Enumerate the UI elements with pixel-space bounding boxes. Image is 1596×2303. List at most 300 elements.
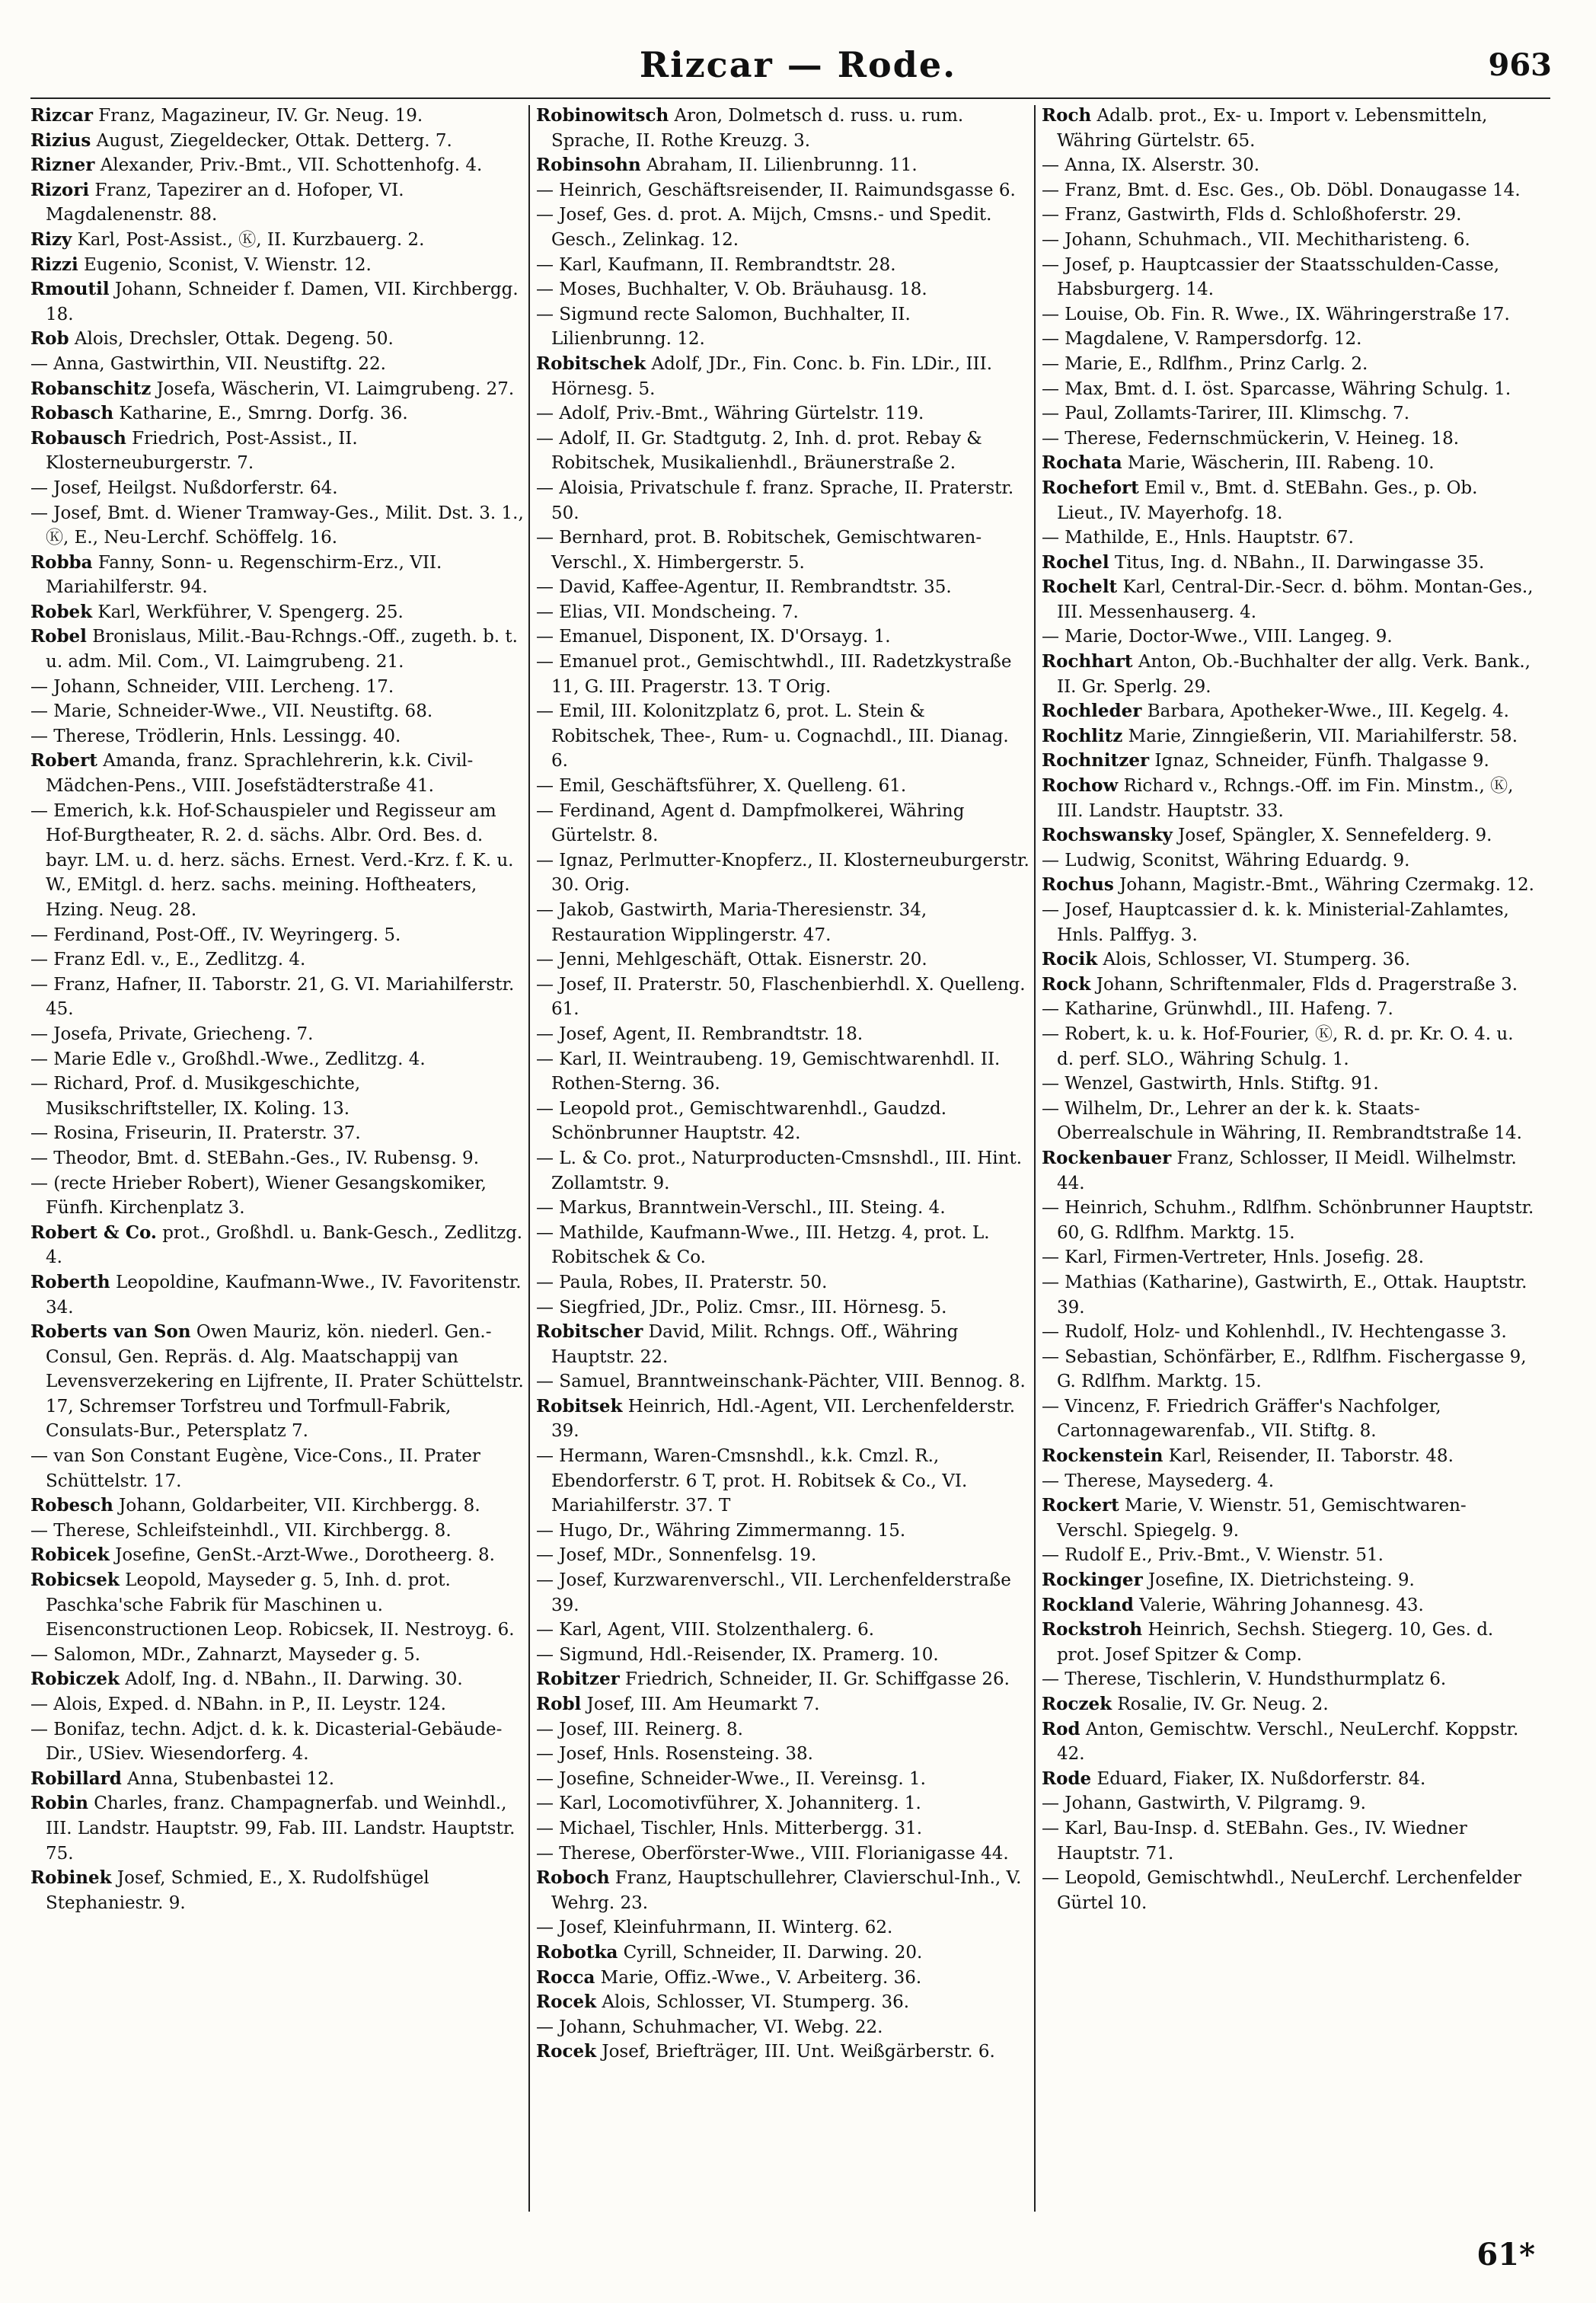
entry-text: Johann, Schneider f. Damen, VII. Kirchbergg. 18. <box>46 279 519 324</box>
entry-text: Anna, Stubenbastei 12. <box>121 1768 335 1789</box>
entry-surname: Rockert <box>1042 1495 1119 1516</box>
entry-surname: Rochow <box>1042 775 1119 797</box>
entry-surname: Roch <box>1042 105 1092 126</box>
entry-text: — Josef, Hauptcassier d. k. k. Ministerial-Zahlamtes, Hnls. Palffyg. 3. <box>1042 900 1509 945</box>
entry-text: — Josef, Agent, II. Rembrandtstr. 18. <box>536 1024 863 1044</box>
entry-text: Leopoldine, Kaufmann-Wwe., IV. Favoritenstr. 34. <box>46 1272 522 1318</box>
entry-text: — Mathias (Katharine), Gastwirth, E., Ottak. Hauptstr. 39. <box>1042 1272 1527 1318</box>
entry-surname: Rmoutil <box>30 279 110 300</box>
entry-text: Karl, Central-Dir.-Secr. d. böhm. Montan-Ges., III. Messenhauserg. 4. <box>1057 577 1534 622</box>
entry-text: Josefa, Wäscherin, VI. Laimgrubeng. 27. <box>151 379 515 399</box>
entry-text: Marie, Offiz.-Wwe., V. Arbeiterg. 36. <box>595 1967 922 1988</box>
directory-entry <box>1042 1543 1535 1568</box>
directory-entry <box>30 178 524 228</box>
directory-entry <box>536 1966 1029 1991</box>
entry-text: prot., Großhdl. u. Bank-Gesch., Zedlitzg. 4. <box>46 1222 523 1268</box>
directory-entry <box>30 1072 524 1121</box>
entry-surname: Rockenbauer <box>1042 1147 1172 1168</box>
column-divider <box>528 105 530 2212</box>
directory-entry <box>30 352 524 377</box>
directory-entry <box>536 1270 1029 1295</box>
entry-text: — Franz, Gastwirth, Flds d. Schloßhoferstr. 29. <box>1042 205 1462 225</box>
entry-surname: Robitsek <box>536 1395 623 1417</box>
directory-entry <box>30 551 524 600</box>
entry-text: — Anna, IX. Alserstr. 30. <box>1042 155 1260 176</box>
directory-entry <box>1042 1394 1535 1444</box>
directory-entry <box>1042 178 1535 203</box>
entry-surname: Rizner <box>30 155 95 176</box>
directory-entry <box>30 401 524 426</box>
directory-entry <box>30 973 524 1022</box>
directory-entry <box>1042 774 1535 823</box>
header-rule <box>30 97 1550 99</box>
page-title: Rizcar — Rode. <box>639 44 957 85</box>
directory-entry <box>30 923 524 948</box>
directory-entry <box>1042 1667 1535 1692</box>
entry-text: Bronislaus, Milit.-Bau-Rchngs.-Off., zugeth. b. t. u. adm. Mil. Com., VI. Laimgrubeng. 21. <box>46 627 518 672</box>
entry-text: Johann, Goldarbeiter, VII. Kirchbergg. 8. <box>113 1496 480 1516</box>
entry-text: — Therese, Trödlerin, Hnls. Lessingg. 40. <box>30 726 401 746</box>
entry-text: Josef, Spängler, X. Sennefelderg. 9. <box>1172 826 1492 846</box>
entry-text: Heinrich, Hdl.-Agent, VII. Lerchenfelderstr. 39. <box>551 1396 1016 1442</box>
entry-text: Richard v., Rchngs.-Off. im Fin. Minstm., Ⓚ, III. Landstr. Hauptstr. 33. <box>1057 776 1514 821</box>
entry-text: — Marie Edle v., Großhdl.-Wwe., Zedlitzg. 4. <box>30 1049 426 1069</box>
entry-text: Anton, Gemischtw. Verschl., NeuLerchf. Koppstr. 42. <box>1057 1719 1519 1765</box>
entry-text: — Sigmund, Hdl.-Reisender, IX. Pramerg. 10. <box>536 1644 939 1665</box>
directory-entry <box>536 1767 1029 1792</box>
directory-entry <box>536 1519 1029 1544</box>
entry-surname: Rizius <box>30 129 91 151</box>
entry-text: — Anna, Gastwirthin, VII. Neustiftg. 22. <box>30 353 386 374</box>
entry-text: — Josef, Hnls. Rosensteing. 38. <box>536 1744 813 1765</box>
directory-entry <box>30 501 524 551</box>
directory-entry <box>1042 1767 1535 1792</box>
directory-entry <box>30 947 524 973</box>
entry-text: Adalb. prot., Ex- u. Import v. Lebensmitteln, Währing Gürtelstr. 65. <box>1057 106 1488 151</box>
entry-surname: Robausch <box>30 427 126 449</box>
directory-entry <box>30 1717 524 1767</box>
directory-entry <box>30 1866 524 1915</box>
entry-text: Adolf, JDr., Fin. Conc. b. Fin. LDir., III. Hörnesg. 5. <box>551 353 993 399</box>
entry-text: — Johann, Schneider, VIII. Lercheng. 17. <box>30 676 394 697</box>
entry-text: Alexander, Priv.-Bmt., VII. Schottenhofg. 4. <box>94 155 483 176</box>
entry-text: — Karl, Kaufmann, II. Rembrandtstr. 28. <box>536 254 896 275</box>
directory-entry <box>536 1791 1029 1816</box>
directory-entry <box>1042 426 1535 452</box>
entry-text: Friedrich, Post-Assist., II. Klosterneuburgerstr. 7. <box>46 428 358 474</box>
entry-text: David, Milit. Rchngs. Off., Währing Hauptstr. 22. <box>551 1322 959 1367</box>
entry-text: Alois, Schlosser, VI. Stumperg. 36. <box>596 1992 910 2013</box>
directory-entry <box>536 203 1029 252</box>
entry-surname: Rochus <box>1042 874 1114 896</box>
directory-entry <box>536 1295 1029 1321</box>
entry-text: Alois, Schlosser, VI. Stumperg. 36. <box>1097 950 1411 970</box>
entry-text: Eugenio, Sconist, V. Wienstr. 12. <box>78 254 372 275</box>
directory-entry <box>30 153 524 178</box>
entry-text: — Therese, Schleifsteinhdl., VII. Kirchbergg. 8. <box>30 1520 452 1541</box>
entry-text: Charles, franz. Champagnerfab. und Weinhdl., III. Landstr. Hauptstr. 99, Fab. III. Landstr. Hauptstr. 75. <box>46 1794 516 1864</box>
entry-surname: Roczek <box>1042 1694 1112 1714</box>
directory-entry <box>30 476 524 501</box>
entry-text: Adolf, Ing. d. NBahn., II. Darwing. 30. <box>119 1669 463 1690</box>
directory-entry <box>1042 624 1535 650</box>
entry-text: — Josef, MDr., Sonnenfelsg. 19. <box>536 1545 817 1566</box>
directory-entry <box>1042 724 1535 749</box>
entry-text: Karl, Reisender, II. Taborstr. 48. <box>1163 1446 1454 1467</box>
entry-text: Amanda, franz. Sprachlehrerin, k.k. Civil-Mädchen-Pens., VIII. Josefstädterstraße 41. <box>46 751 474 797</box>
entry-text: — David, Kaffee-Agentur, II. Rembrandtstr. 35. <box>536 577 952 598</box>
entry-text: — Samuel, Branntweinschank-Pächter, VIII. Bennog. 8. <box>536 1372 1026 1392</box>
directory-entry <box>30 1643 524 1668</box>
entry-text: Katharine, E., Smrng. Dorfg. 36. <box>113 404 408 424</box>
entry-surname: Robitzer <box>536 1669 620 1690</box>
directory-entry <box>536 1543 1029 1568</box>
entry-text: August, Ziegeldecker, Ottak. Detterg. 7. <box>91 130 452 151</box>
entry-text: — Theodor, Bmt. d. StEBahn.-Ges., IV. Rubensg. 9. <box>30 1148 480 1168</box>
entry-text: — Sigmund recte Salomon, Buchhalter, II. Lilienbrunng. 12. <box>536 304 911 350</box>
entry-surname: Rockstroh <box>1042 1619 1143 1640</box>
entry-text: Josef, Briefträger, III. Unt. Weißgärberstr. 6. <box>596 2042 995 2062</box>
entry-text: — Therese, Maysederg. 4. <box>1042 1471 1275 1491</box>
column-3 <box>1042 104 1535 2206</box>
directory-entry <box>536 575 1029 600</box>
directory-entry <box>536 973 1029 1022</box>
entry-text: — Franz Edl. v., E., Zedlitzg. 4. <box>30 950 306 970</box>
directory-entry <box>536 476 1029 525</box>
directory-entry <box>1042 1618 1535 1667</box>
directory-entry <box>30 1320 524 1444</box>
directory-entry <box>1042 476 1535 525</box>
entry-surname: Rizcar <box>30 105 93 126</box>
entry-surname: Robitscher <box>536 1321 643 1343</box>
entry-surname: Rochelt <box>1042 577 1118 598</box>
directory-entry <box>1042 575 1535 624</box>
entry-text: Eduard, Fiaker, IX. Nußdorferstr. 84. <box>1091 1768 1426 1789</box>
directory-entry <box>536 401 1029 426</box>
directory-entry <box>30 129 524 154</box>
directory-entry <box>536 1667 1029 1692</box>
entry-surname: Robasch <box>30 403 114 424</box>
entry-surname: Robin <box>30 1793 88 1814</box>
column-2 <box>536 104 1029 2206</box>
entry-text: — Emil, III. Kolonitzplatz 6, prot. L. Stein & Robitschek, Thee-, Rum- u. Cognachdl., III. Dianag. 6. <box>536 701 1009 771</box>
entry-surname: Robert & Co. <box>30 1222 157 1243</box>
column-divider <box>1034 105 1036 2212</box>
entry-text: — Moses, Buchhalter, V. Ob. Bräuhausg. 18. <box>536 279 927 300</box>
entry-text: — Louise, Ob. Fin. R. Wwe., IX. Währingerstraße 17. <box>1042 304 1510 324</box>
directory-entry <box>1042 1345 1535 1394</box>
directory-entry <box>536 1097 1029 1146</box>
entry-text: Franz, Hauptschullehrer, Clavierschul-Inh., V. Wehrg. 23. <box>551 1868 1022 1913</box>
entry-text: — Josef, Heilgst. Nußdorferstr. 64. <box>30 478 338 498</box>
entry-text: Franz, Magazineur, IV. Gr. Neug. 19. <box>92 106 423 126</box>
directory-entry <box>1042 1493 1535 1543</box>
entry-text: Karl, Post-Assist., Ⓚ, II. Kurzbauerg. 2. <box>72 229 425 250</box>
directory-entry <box>1042 104 1535 153</box>
directory-entry <box>536 253 1029 278</box>
directory-entry <box>30 253 524 278</box>
entry-text: — Markus, Branntwein-Verschl., III. Steing. 4. <box>536 1198 946 1219</box>
directory-entry <box>536 525 1029 575</box>
directory-entry <box>1042 1866 1535 1915</box>
entry-text: — Leopold, Gemischtwhdl., NeuLerchf. Lerchenfelder Gürtel 10. <box>1042 1868 1521 1913</box>
entry-text: Rosalie, IV. Gr. Neug. 2. <box>1112 1695 1329 1714</box>
entry-surname: Roberth <box>30 1271 110 1292</box>
entry-text: Emil v., Bmt. d. StEBahn. Ges., p. Ob. Lieut., IV. Mayerhofg. 18. <box>1057 478 1478 523</box>
entry-surname: Robel <box>30 626 87 647</box>
entry-text: — Emanuel, Disponent, IX. D'Orsayg. 1. <box>536 627 891 647</box>
entry-text: Franz, Schlosser, II Meidl. Wilhelmstr. 44. <box>1057 1148 1517 1193</box>
entry-text: Josefine, IX. Dietrichsteing. 9. <box>1142 1570 1415 1591</box>
directory-entry <box>30 1692 524 1717</box>
directory-entry <box>30 699 524 724</box>
entry-text: — Franz, Hafner, II. Taborstr. 21, G. VI. Mariahilferstr. 45. <box>30 974 515 1020</box>
directory-entry <box>536 699 1029 774</box>
entry-surname: Robl <box>536 1694 582 1714</box>
entry-text: — Franz, Bmt. d. Esc. Ges., Ob. Döbl. Donaugasse 14. <box>1042 180 1521 200</box>
entry-text: — Heinrich, Geschäftsreisender, II. Raimundsgasse 6. <box>536 180 1016 200</box>
entry-text: — Sebastian, Schönfärber, E., Rdlfhm. Fischergasse 9, G. Rdlfhm. Marktg. 15. <box>1042 1346 1527 1392</box>
directory-entry <box>1042 823 1535 848</box>
entry-text: — Jenni, Mehlgeschäft, Ottak. Eisnerstr. 20. <box>536 950 927 970</box>
entry-text: — Ignaz, Perlmutter-Knopferz., II. Klosterneuburgerstr. 30. Orig. <box>536 850 1029 896</box>
entry-surname: Rochlitz <box>1042 725 1123 746</box>
entry-text: — L. & Co. prot., Naturproducten-Cmsnshdl., III. Hint. Zollamtstr. 9. <box>536 1148 1023 1193</box>
directory-entry <box>30 724 524 749</box>
entry-text: — Josef, Ges. d. prot. A. Mijch, Cmsns.- und Spedit. Gesch., Zelinkag. 12. <box>536 205 992 250</box>
directory-entry <box>30 1121 524 1146</box>
entry-text: Abraham, II. Lilienbrunng. 11. <box>640 155 918 176</box>
directory-entry <box>30 1444 524 1493</box>
entry-text: — Michael, Tischler, Hnls. Mitterbergg. 31. <box>536 1818 923 1838</box>
directory-entry <box>536 426 1029 476</box>
entry-text: — Ludwig, Sconitst, Währing Eduardg. 9. <box>1042 850 1410 870</box>
entry-surname: Robitschek <box>536 353 646 374</box>
directory-entry <box>536 1717 1029 1742</box>
entry-surname: Robert <box>30 750 97 771</box>
directory-entry <box>1042 352 1535 377</box>
entry-text: — Wenzel, Gastwirth, Hnls. Stiftg. 91. <box>1042 1074 1379 1094</box>
entry-text: — van Son Constant Eugène, Vice-Cons., II. Prater Schüttelstr. 17. <box>30 1446 480 1491</box>
directory-entry <box>536 1047 1029 1097</box>
entry-surname: Roberts van Son <box>30 1321 191 1343</box>
entry-text: Aron, Dolmetsch d. russ. u. rum. Sprache, II. Rothe Kreuzg. 3. <box>551 106 964 151</box>
entry-text: Josefine, GenSt.-Arzt-Wwe., Dorotheerg. 8. <box>109 1545 495 1566</box>
entry-text: — Bonifaz, techn. Adjct. d. k. k. Dicasterial-Gebäude-Dir., USiev. Wiesendorferg. 4. <box>30 1719 503 1765</box>
entry-surname: Rochefort <box>1042 477 1139 498</box>
directory-entry <box>1042 551 1535 576</box>
entry-surname: Robillard <box>30 1768 122 1789</box>
directory-entry <box>30 1146 524 1171</box>
entry-text: Barbara, Apotheker-Wwe., III. Kegelg. 4. <box>1141 701 1509 722</box>
entry-text: Marie, Wäscherin, III. Rabeng. 10. <box>1122 453 1435 474</box>
entry-text: — Josefine, Schneider-Wwe., II. Vereinsg. 1. <box>536 1768 926 1789</box>
entry-surname: Rockenstein <box>1042 1445 1163 1467</box>
entry-text: — Marie, E., Rdlfhm., Prinz Carlg. 2. <box>1042 353 1368 374</box>
directory-entry <box>1042 1320 1535 1345</box>
entry-text: Titus, Ing. d. NBahn., II. Darwingasse 35. <box>1109 552 1485 573</box>
directory-entry <box>536 277 1029 302</box>
directory-entry <box>536 799 1029 848</box>
entry-surname: Rochel <box>1042 551 1109 573</box>
directory-entry <box>536 1022 1029 1047</box>
directory-entry <box>1042 1245 1535 1270</box>
directory-entry <box>536 1444 1029 1519</box>
directory-entry <box>30 1667 524 1692</box>
directory-entry <box>536 1394 1029 1444</box>
directory-entry <box>30 1791 524 1866</box>
entry-text: — Johann, Gastwirth, V. Pilgramg. 9. <box>1042 1794 1366 1814</box>
directory-entry <box>30 799 524 923</box>
entry-text: — Marie, Schneider-Wwe., VII. Neustiftg. 68. <box>30 701 433 722</box>
entry-text: Ignaz, Schneider, Fünfh. Thalgasse 9. <box>1149 751 1489 771</box>
directory-entry <box>536 947 1029 973</box>
entry-text: Johann, Schriftenmaler, Flds d. Pragerstraße 3. <box>1090 974 1518 995</box>
entry-surname: Rockland <box>1042 1594 1134 1615</box>
entry-surname: Robinek <box>30 1867 112 1889</box>
entry-text: Friedrich, Schneider, II. Gr. Schiffgasse 26. <box>619 1669 1010 1690</box>
entry-text: — Paula, Robes, II. Praterstr. 50. <box>536 1272 828 1292</box>
directory-entry <box>30 749 524 798</box>
entry-text: — Siegfried, JDr., Poliz. Cmsr., III. Hörnesg. 5. <box>536 1297 947 1318</box>
entry-text: — Mathilde, E., Hnls. Hauptstr. 67. <box>1042 528 1354 548</box>
entry-text: — (recte Hrieber Robert), Wiener Gesangskomiker, Fünfh. Kirchenplatz 3. <box>30 1173 487 1219</box>
entry-text: Karl, Werkführer, V. Spengerg. 25. <box>92 602 404 622</box>
directory-entry <box>536 1221 1029 1270</box>
entry-text: — Karl, Firmen-Vertreter, Hnls. Josefig. 28. <box>1042 1247 1425 1268</box>
entry-surname: Robba <box>30 551 93 573</box>
entry-surname: Robotka <box>536 1941 618 1963</box>
directory-entry <box>1042 873 1535 898</box>
directory-entry <box>536 1866 1029 1915</box>
entry-text: — Josefa, Private, Griecheng. 7. <box>30 1024 314 1044</box>
entry-text: Alois, Drechsler, Ottak. Degeng. 50. <box>69 329 394 350</box>
entry-text: — Hugo, Dr., Währing Zimmermanng. 15. <box>536 1520 906 1541</box>
directory-entry <box>536 1915 1029 1940</box>
entry-text: — Richard, Prof. d. Musikgeschichte, Musikschriftsteller, IX. Koling. 13. <box>30 1074 361 1119</box>
entry-text: Marie, Zinngießerin, VII. Mariahilferstr. 58. <box>1122 726 1518 746</box>
entry-text: — Josef, III. Reinerg. 8. <box>536 1719 743 1739</box>
entry-text: Owen Mauriz, kön. niederl. Gen.-Consul, Gen. Repräs. d. Alg. Maatschappij van Levensverzekering en Lijfrente, II. Prater Schüttelstr. 17, Schremser Torfstreu und Torfmull-Fabrik, Consulats-Bur., Petersplatz 7. <box>46 1322 524 1442</box>
directory-entry <box>30 675 524 700</box>
directory-entry <box>1042 1816 1535 1866</box>
column-1 <box>30 104 524 2206</box>
entry-text: Leopold, Mayseder g. 5, Inh. d. prot. Paschka'sche Fabrik für Maschinen u. Eisenconstructionen Leop. Robicsek, II. Nestroyg. 6. <box>46 1570 515 1640</box>
directory-entry <box>1042 1270 1535 1320</box>
directory-entry <box>1042 997 1535 1022</box>
directory-entry <box>30 1767 524 1792</box>
entry-surname: Rochhart <box>1042 651 1133 672</box>
directory-entry <box>536 104 1029 153</box>
directory-entry <box>30 377 524 402</box>
directory-entry <box>536 1841 1029 1867</box>
directory-entry <box>536 1990 1029 2015</box>
entry-text: — Johann, Schuhmacher, VI. Webg. 22. <box>536 2017 883 2037</box>
directory-entry <box>30 228 524 253</box>
directory-entry <box>1042 302 1535 327</box>
entry-text: — Rudolf E., Priv.-Bmt., V. Wienstr. 51. <box>1042 1545 1384 1566</box>
entry-text: — Bernhard, prot. B. Robitschek, Gemischtwaren-Verschl., X. Himbergerstr. 5. <box>536 528 982 573</box>
entry-surname: Robek <box>30 601 93 622</box>
directory-entry <box>1042 1146 1535 1196</box>
entry-text: — Emil, Geschäftsführer, X. Quelleng. 61. <box>536 776 907 797</box>
directory-entry <box>536 1568 1029 1618</box>
directory-entry <box>1042 1444 1535 1469</box>
entry-text: — Marie, Doctor-Wwe., VIII. Langeg. 9. <box>1042 627 1393 647</box>
directory-entry <box>30 624 524 674</box>
entry-text: — Emanuel prot., Gemischtwhdl., III. Radetzkystraße 11, G. III. Pragerstr. 13. T Orig. <box>536 652 1012 697</box>
entry-surname: Robesch <box>30 1495 113 1516</box>
entry-text: Josef, III. Am Heumarkt 7. <box>581 1695 820 1714</box>
entry-text: Josef, Schmied, E., X. Rudolfshügel Stephaniestr. 9. <box>46 1868 429 1913</box>
entry-text: — Ferdinand, Agent d. Dampfmolkerei, Währing Gürtelstr. 8. <box>536 800 965 846</box>
directory-entry <box>1042 1097 1535 1146</box>
directory-entry <box>536 848 1029 898</box>
entry-text: — Therese, Oberförster-Wwe., VIII. Florianigasse 44. <box>536 1843 1009 1864</box>
entry-text: Valerie, Währing Johannesg. 43. <box>1133 1595 1424 1615</box>
directory-entry <box>1042 1791 1535 1816</box>
entry-text: — Mathilde, Kaufmann-Wwe., III. Hetzg. 4, prot. L. Robitschek & Co. <box>536 1222 990 1268</box>
entry-surname: Robinowitsch <box>536 105 669 126</box>
entry-surname: Rochnitzer <box>1042 750 1150 771</box>
entry-text: — Heinrich, Schuhm., Rdlfhm. Schönbrunner Hauptstr. 60, G. Rdlfhm. Marktg. 15. <box>1042 1198 1534 1243</box>
entry-text: — Magdalene, V. Rampersdorfg. 12. <box>1042 329 1362 350</box>
entry-text: — Adolf, II. Gr. Stadtgutg. 2, Inh. d. prot. Rebay & Robitschek, Musikalienhdl., Bräunerstraße 2. <box>536 428 982 474</box>
entry-text: — Hermann, Waren-Cmsnshdl., k.k. Cmzl. R., Ebendorferstr. 6 T, prot. H. Robitsek & Co., VI. Mariahilferstr. 37. T <box>536 1446 968 1516</box>
directory-entry <box>1042 1717 1535 1767</box>
entry-surname: Rock <box>1042 973 1091 995</box>
entry-surname: Rizori <box>30 179 90 200</box>
directory-entry <box>536 1692 1029 1717</box>
entry-surname: Rizzi <box>30 254 78 275</box>
entry-surname: Robanschitz <box>30 378 152 399</box>
entry-text: Johann, Magistr.-Bmt., Währing Czermakg. 12. <box>1113 875 1534 896</box>
entry-surname: Rochata <box>1042 452 1122 474</box>
directory-entry <box>30 426 524 476</box>
entry-surname: Rode <box>1042 1768 1092 1789</box>
directory-entry <box>30 1270 524 1320</box>
directory-entry <box>536 2015 1029 2040</box>
directory-entry <box>1042 1196 1535 1245</box>
entry-surname: Rocca <box>536 1966 595 1988</box>
directory-entry <box>1042 377 1535 402</box>
entry-text: — Elias, VII. Mondscheing. 7. <box>536 602 799 622</box>
directory-entry <box>536 1816 1029 1841</box>
entry-text: — Josef, Kurzwarenverschl., VII. Lerchenfelderstraße 39. <box>536 1570 1011 1615</box>
entry-surname: Rockinger <box>1042 1570 1143 1591</box>
directory-entry <box>30 1022 524 1047</box>
directory-entry <box>1042 253 1535 302</box>
entry-text: Heinrich, Sechsh. Stiegerg. 10, Ges. d. prot. Josef Spitzer & Comp. <box>1057 1620 1494 1665</box>
entry-surname: Robicsek <box>30 1570 120 1591</box>
entry-text: — Therese, Tischlerin, V. Hundsthurmplatz 6. <box>1042 1669 1447 1690</box>
entry-text: — Robert, k. u. k. Hof-Fourier, Ⓚ, R. d. pr. Kr. O. 4. u. d. perf. SLO., Währing Schulg. 1. <box>1042 1024 1514 1069</box>
entry-text: — Karl, Bau-Insp. d. StEBahn. Ges., IV. Wiedner Hauptstr. 71. <box>1042 1818 1467 1864</box>
entry-text: — Adolf, Priv.-Bmt., Währing Gürtelstr. 119. <box>536 404 924 424</box>
directory-entry <box>1042 973 1535 998</box>
directory-entry <box>1042 947 1535 973</box>
directory-entry <box>536 153 1029 178</box>
directory-entry <box>1042 848 1535 874</box>
entry-text: — Aloisia, Privatschule f. franz. Sprache, II. Praterstr. 50. <box>536 478 1014 523</box>
page-number: 963 <box>1488 47 1552 83</box>
entry-surname: Rocek <box>536 1992 597 2013</box>
directory-entry <box>30 1519 524 1544</box>
directory-entry <box>1042 401 1535 426</box>
entry-text: — Leopold prot., Gemischtwarenhdl., Gaudzd. Schönbrunner Hauptstr. 42. <box>536 1098 947 1144</box>
directory-entry <box>1042 1593 1535 1618</box>
entry-text: — Max, Bmt. d. I. öst. Sparcasse, Währing Schulg. 1. <box>1042 379 1511 399</box>
